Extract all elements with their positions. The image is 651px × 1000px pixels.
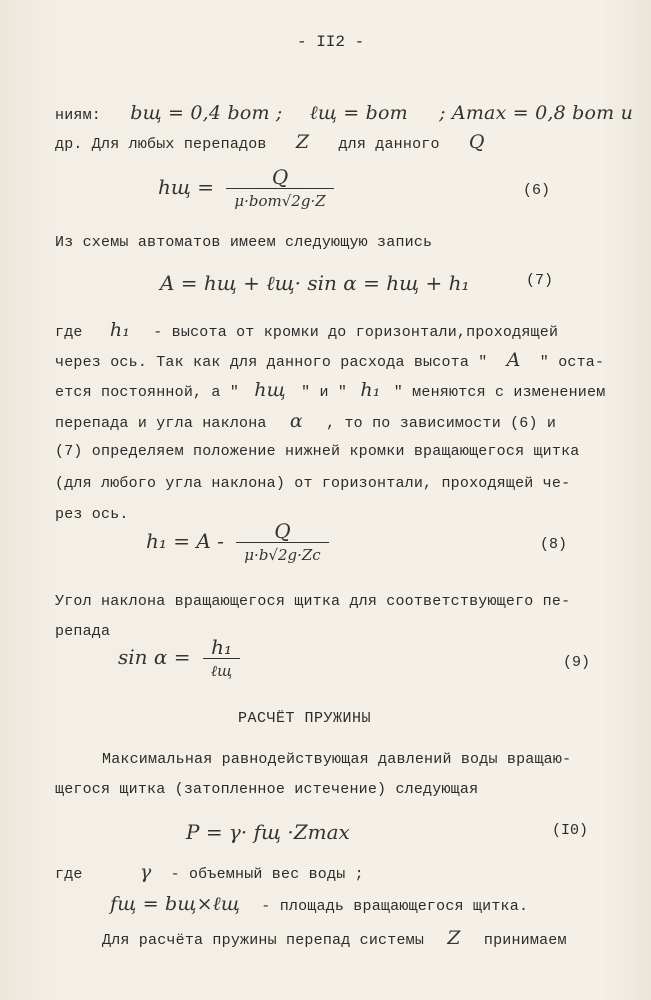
- equation-number: (6): [523, 182, 551, 199]
- text: " и ": [301, 384, 348, 401]
- fraction: [226, 166, 333, 211]
- equation-number: (8): [540, 536, 568, 553]
- text: ется постоянной, а ": [55, 384, 240, 401]
- text: через ось. Так как для данного расхода высота ": [55, 354, 488, 371]
- text: " меняются с изменением: [393, 384, 606, 401]
- symbol-a: A: [506, 349, 521, 371]
- text: др. Для любых перепадов: [55, 136, 267, 153]
- symbol-z: Z: [295, 131, 310, 153]
- fraction-numerator: Q: [271, 165, 289, 189]
- inline-formula: ℓщ = bот: [309, 102, 408, 124]
- equation-lhs: hщ =: [158, 175, 215, 199]
- text-line: Угол наклона вращающегося щитка для соответствующего пе-: [55, 593, 571, 610]
- equation-9: [118, 636, 246, 681]
- symbol-h1: h₁: [360, 379, 381, 401]
- symbol-h: hщ: [254, 379, 286, 401]
- text-line: [55, 862, 596, 885]
- fraction: [203, 636, 240, 681]
- text: - объемный вес воды ;: [170, 866, 364, 883]
- fraction-numerator: h₁: [211, 635, 232, 659]
- text: " оста-: [539, 354, 605, 371]
- fraction-denominator: ℓщ: [203, 658, 240, 681]
- text-line: [55, 379, 606, 403]
- equation-6: [158, 166, 340, 211]
- equation-number: (9): [563, 654, 591, 671]
- text: - площадь вращающегося щитка.: [261, 898, 529, 915]
- text-line: [55, 102, 634, 126]
- text: перепада и угла наклона: [55, 415, 267, 432]
- text: , то по зависимости (6) и: [326, 415, 557, 432]
- symbol-q: Q: [468, 131, 485, 153]
- symbol-h1: h₁: [109, 319, 131, 341]
- text: где: [55, 324, 83, 341]
- inline-formula: ; Amax = 0,8 bот и: [439, 102, 634, 124]
- text-line: [55, 411, 596, 434]
- text: для данного: [338, 136, 440, 153]
- text-line: (для любого угла наклона) от горизонтали, проходящей че-: [55, 475, 571, 492]
- text-line: репада: [55, 623, 111, 640]
- equation-number: (7): [526, 272, 554, 289]
- equation-7: A = hщ + ℓщ· sin α = hщ + h₁: [160, 271, 470, 295]
- text-line: [55, 132, 596, 155]
- text-line: щегося щитка (затопленное истечение) следующая: [55, 781, 479, 798]
- text-line: Максимальная равнодействующая давлений воды вращаю-: [102, 751, 572, 768]
- text-line: [110, 894, 596, 917]
- fraction-numerator: Q: [274, 519, 291, 543]
- equation-number: (I0): [552, 822, 589, 839]
- section-heading: РАСЧЁТ ПРУЖИНЫ: [238, 710, 372, 727]
- text-line: рез ось.: [55, 506, 129, 523]
- equation-10: P = γ· fщ ·Zmax: [186, 820, 350, 844]
- text-line: (7) определяем положение нижней кромки вращающегося щитка: [55, 443, 580, 460]
- fraction-denominator: μ·bот√2g·Z: [226, 188, 333, 211]
- symbol-alpha: α: [289, 410, 303, 432]
- text: ниям:: [55, 107, 102, 124]
- text-line: [55, 349, 605, 373]
- symbol-gamma: γ: [139, 861, 152, 883]
- text: Для расчёта пружины перепад системы: [102, 932, 425, 949]
- symbol-z: Z: [447, 927, 461, 949]
- inline-formula: bщ = 0,4 bот ;: [130, 102, 283, 124]
- equation-lhs: h₁ = A -: [146, 529, 224, 553]
- text-line: [102, 928, 596, 951]
- equation-lhs: sin α =: [118, 645, 191, 669]
- inline-formula: fщ = bщ×ℓщ: [110, 893, 241, 915]
- text-line: [55, 320, 596, 343]
- text: - высота от кромки до горизонтали,проходящей: [153, 324, 559, 341]
- page-number: - II2 -: [297, 33, 365, 51]
- fraction-denominator: μ·b√2g·Zc: [236, 542, 328, 565]
- fraction: [236, 520, 328, 565]
- text: принимаем: [483, 932, 567, 949]
- text: где: [55, 866, 83, 883]
- equation-8: [146, 520, 335, 565]
- text-line: Из схемы автоматов имеем следующую запись: [55, 234, 433, 251]
